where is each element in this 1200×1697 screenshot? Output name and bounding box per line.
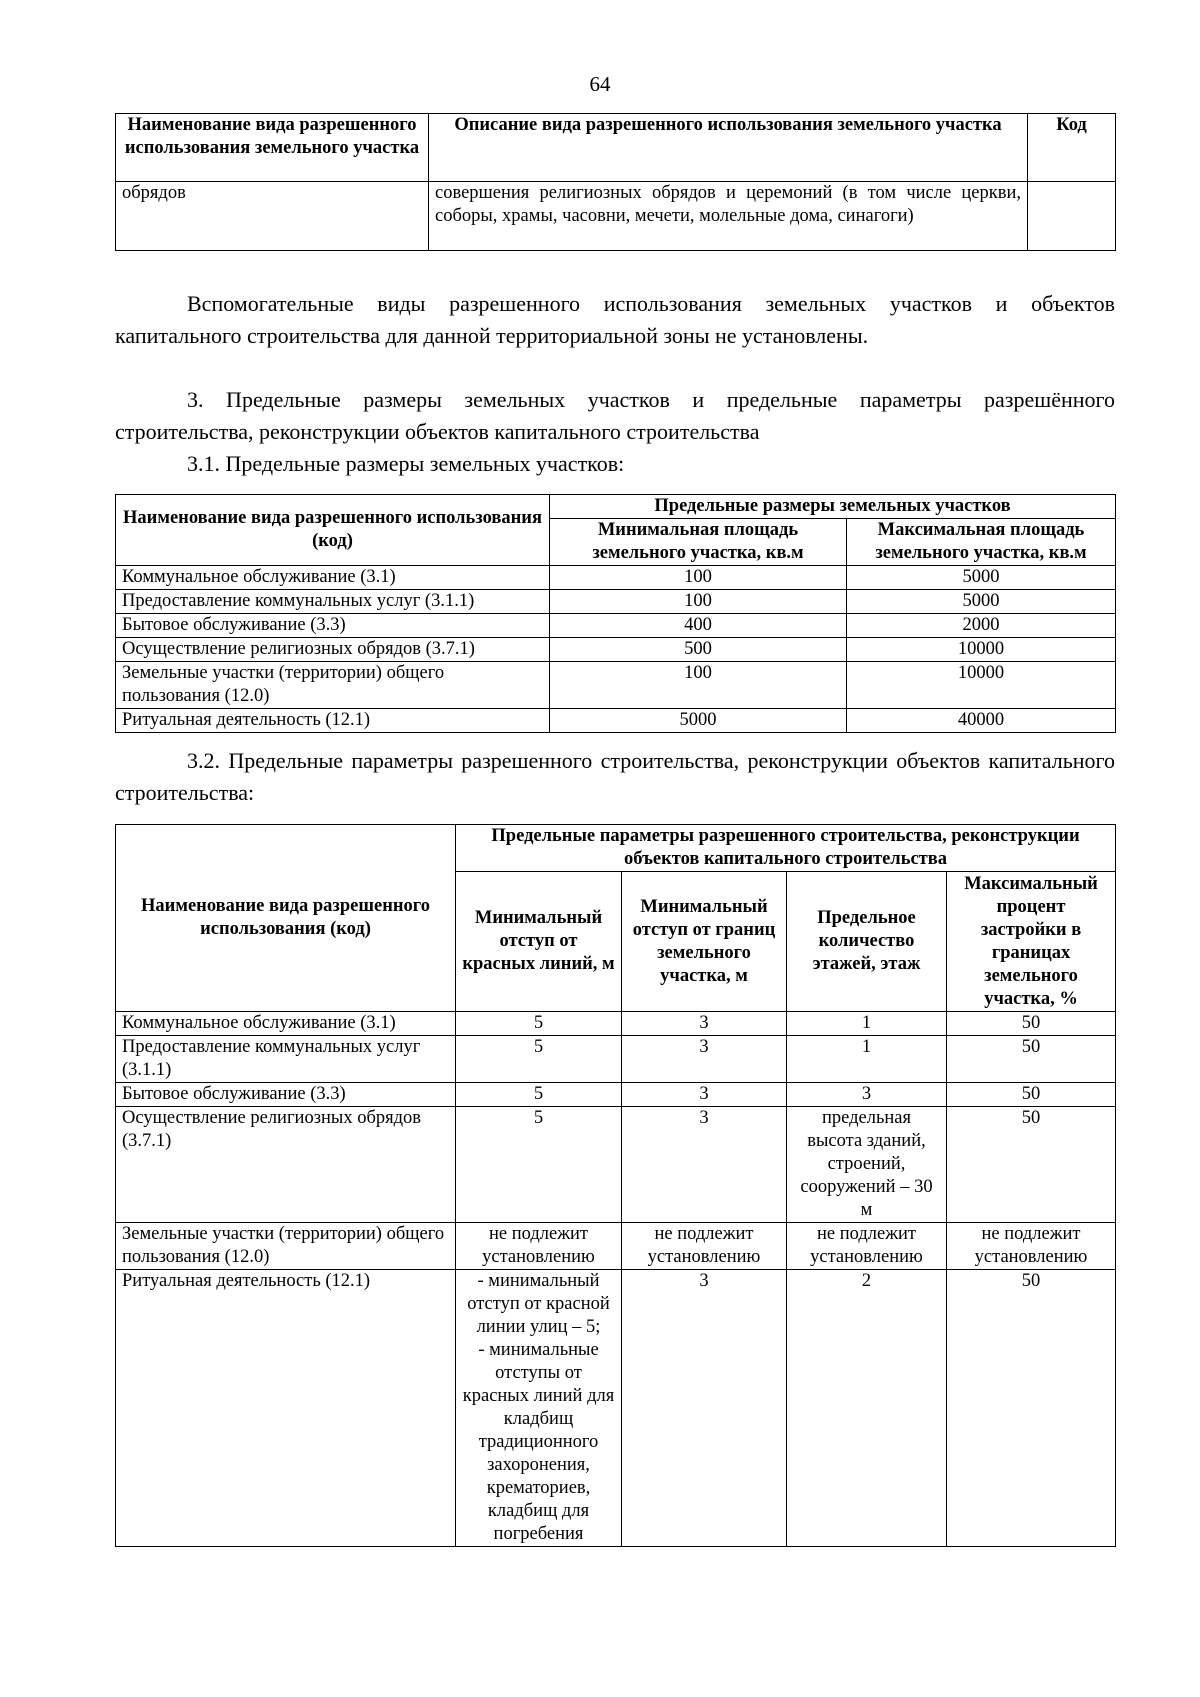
table3-row-c3: 1: [787, 1012, 947, 1036]
table-row: [116, 1036, 1116, 1083]
table3-row-c4: 50: [947, 1107, 1116, 1223]
table3-row-c2: 3: [622, 1270, 787, 1547]
table3-row-c2: 3: [622, 1012, 787, 1036]
table3-header-floors: Предельное количество этажей, этаж: [787, 872, 947, 1012]
table3-row-c3: 2: [787, 1270, 947, 1547]
table-row: [116, 1270, 1116, 1547]
table3-row-c1: не подлежит установлению: [456, 1223, 622, 1270]
table1-header-name: Наименование вида разрешенного использования земельного участка: [116, 114, 429, 182]
table2-header-max: Максимальная площадь земельного участка, кв.м: [847, 519, 1116, 566]
table1-header-code: Код: [1028, 114, 1116, 182]
table1-cell-description: совершения религиозных обрядов и церемоний (в том числе церкви, соборы, храмы, часовни, мечети, молельные дома, синагоги): [429, 182, 1028, 251]
table3-row-c1: - минимальный отступ от красной линии улиц – 5; - минимальные отступы от красных линий для кладбищ традиционного захоронения, крематориев, кладбищ для погребения: [456, 1270, 622, 1547]
table2-row-name: Земельные участки (территории) общего пользования (12.0): [116, 662, 550, 709]
table3-row-name: Предоставление коммунальных услуг (3.1.1): [116, 1036, 456, 1083]
table3-row-c2: не подлежит установлению: [622, 1223, 787, 1270]
table-row: [116, 662, 1116, 709]
table-row: [116, 1223, 1116, 1270]
table2-row-max: 5000: [847, 590, 1116, 614]
table3-row-c4: не подлежит установлению: [947, 1223, 1116, 1270]
table3-row-c3: 1: [787, 1036, 947, 1083]
table-row: [116, 590, 1116, 614]
table-row: [116, 614, 1116, 638]
table2-row-name: Бытовое обслуживание (3.3): [116, 614, 550, 638]
table1-cell-name: обрядов: [116, 182, 429, 251]
table2-row-min: 100: [550, 590, 847, 614]
table2-row-min: 5000: [550, 709, 847, 733]
table2-row-min: 400: [550, 614, 847, 638]
paragraph-section-3-1: 3.1. Предельные размеры земельных участков:: [187, 451, 625, 476]
table-row: [116, 638, 1116, 662]
table2-row-max: 5000: [847, 566, 1116, 590]
table2-row-min: 100: [550, 566, 847, 590]
table2-row-min: 100: [550, 662, 847, 709]
table3-row-name: Бытовое обслуживание (3.3): [116, 1083, 456, 1107]
table3-header-group: Предельные параметры разрешенного строительства, реконструкции объектов капитального строительства: [456, 825, 1116, 872]
table2-header-group: Предельные размеры земельных участков: [550, 495, 1116, 519]
table2-row-min: 500: [550, 638, 847, 662]
table3-row-c1: 5: [456, 1107, 622, 1223]
page-number: 64: [589, 72, 611, 96]
table2-header-name: Наименование вида разрешенного использования (код): [116, 495, 550, 566]
table3-row-name: Ритуальная деятельность (12.1): [116, 1270, 456, 1547]
table-land-plot-sizes: [115, 494, 1116, 733]
table3-header-red-line-setback: Минимальный отступ от красных линий, м: [456, 872, 622, 1012]
table3-row-c1: 5: [456, 1036, 622, 1083]
table2-row-max: 2000: [847, 614, 1116, 638]
table3-row-c4: 50: [947, 1012, 1116, 1036]
table2-row-name: Осуществление религиозных обрядов (3.7.1): [116, 638, 550, 662]
table3-row-c4: 50: [947, 1270, 1116, 1547]
table3-header-boundary-setback: Минимальный отступ от границ земельного участка, м: [622, 872, 787, 1012]
table3-row-name: Земельные участки (территории) общего пользования (12.0): [116, 1223, 456, 1270]
table2-header-min: Минимальная площадь земельного участка, кв.м: [550, 519, 847, 566]
table-row: [116, 709, 1116, 733]
table-row: [116, 1083, 1116, 1107]
table3-row-name: Осуществление религиозных обрядов (3.7.1): [116, 1107, 456, 1223]
table-row: [116, 1012, 1116, 1036]
table3-row-c3: предельная высота зданий, строений, сооружений – 30 м: [787, 1107, 947, 1223]
table3-row-c2: 3: [622, 1036, 787, 1083]
table1-cell-code: [1028, 182, 1116, 251]
table3-row-c4: 50: [947, 1036, 1116, 1083]
table3-row-c1: 5: [456, 1083, 622, 1107]
table3-row-c2: 3: [622, 1107, 787, 1223]
table3-header-name: Наименование вида разрешенного использования (код): [116, 825, 456, 1012]
table2-row-name: Коммунальное обслуживание (3.1): [116, 566, 550, 590]
table3-row-c4: 50: [947, 1083, 1116, 1107]
table-continuation: [115, 113, 1116, 251]
table3-header-coverage: Максимальный процент застройки в границах земельного участка, %: [947, 872, 1116, 1012]
paragraph-auxiliary-uses: Вспомогательные виды разрешенного использования земельных участков и объектов капитального строительства для данной территориальной зоны не установлены.: [115, 291, 1115, 348]
table-row: [116, 1107, 1116, 1223]
table3-row-name: Коммунальное обслуживание (3.1): [116, 1012, 456, 1036]
paragraph-section-3: 3. Предельные размеры земельных участков и предельные параметры разрешённого строительства, реконструкции объектов капитального строительства: [115, 387, 1115, 444]
paragraph-section-3-2: 3.2. Предельные параметры разрешенного строительства, реконструкции объектов капитального строительства:: [115, 748, 1115, 805]
table3-row-c3: не подлежит установлению: [787, 1223, 947, 1270]
table2-row-max: 10000: [847, 662, 1116, 709]
table3-row-c2: 3: [622, 1083, 787, 1107]
table3-row-c1: 5: [456, 1012, 622, 1036]
table1-header-description: Описание вида разрешенного использования земельного участка: [429, 114, 1028, 182]
table3-row-c3: 3: [787, 1083, 947, 1107]
table-construction-parameters: [115, 824, 1116, 1547]
table-row: [116, 566, 1116, 590]
table2-row-name: Ритуальная деятельность (12.1): [116, 709, 550, 733]
table2-row-name: Предоставление коммунальных услуг (3.1.1): [116, 590, 550, 614]
table2-row-max: 10000: [847, 638, 1116, 662]
table2-row-max: 40000: [847, 709, 1116, 733]
